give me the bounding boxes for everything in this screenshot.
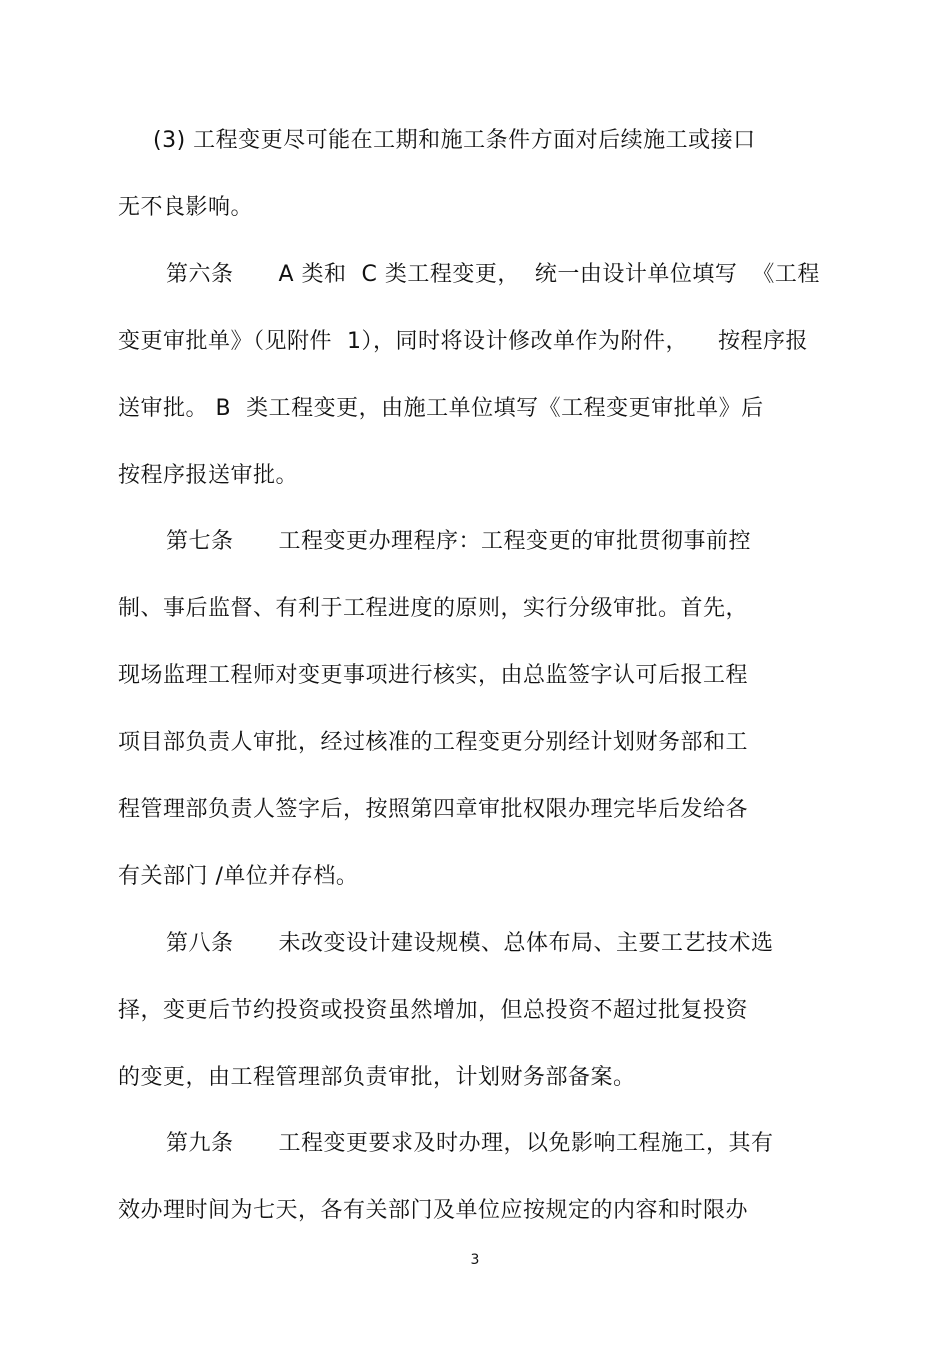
text-line: 按程序报送审批。 [118, 463, 299, 488]
text-line: 程管理部负责人签字后，按照第四章审批权限办理完毕后发给各 [118, 797, 749, 822]
text-line: 的变更，由工程管理部负责审批，计划财务部备案。 [118, 1065, 636, 1090]
text-line: 送审批。 B 类工程变更，由施工单位填写《工程变更审批单》后 [118, 396, 764, 421]
text-line: 项目部负责人审批，经过核准的工程变更分别经计划财务部和工 [118, 730, 749, 755]
text-line: 现场监理工程师对变更事项进行核实，由总监签字认可后报工程 [118, 663, 749, 688]
text-line: 效办理时间为七天，各有关部门及单位应按规定的内容和时限办 [118, 1198, 749, 1223]
text-line: 择，变更后节约投资或投资虽然增加，但总投资不超过批复投资 [118, 998, 749, 1023]
text-line: 制、事后监督、有利于工程进度的原则，实行分级审批。首先， [118, 596, 749, 621]
text-line: 第八条 未改变设计建设规模、总体布局、主要工艺技术选 [166, 931, 774, 956]
text-line: 变更审批单》（见附件 1），同时将设计修改单作为附件， 按程序报 [118, 329, 808, 354]
text-line: (3) 工程变更尽可能在工期和施工条件方面对后续施工或接口 [153, 128, 756, 153]
text-line: 有关部门 /单位并存档。 [118, 864, 359, 889]
text-line: 第六条 A 类和 C 类工程变更， 统一由设计单位填写 《工程 [166, 262, 820, 287]
text-line: 无不良影响。 [118, 195, 254, 220]
text-line: 第七条 工程变更办理程序：工程变更的审批贯彻事前控 [166, 529, 752, 554]
text-line: 第九条 工程变更要求及时办理，以免影响工程施工，其有 [166, 1131, 774, 1156]
page-number: 3 [470, 1252, 480, 1268]
